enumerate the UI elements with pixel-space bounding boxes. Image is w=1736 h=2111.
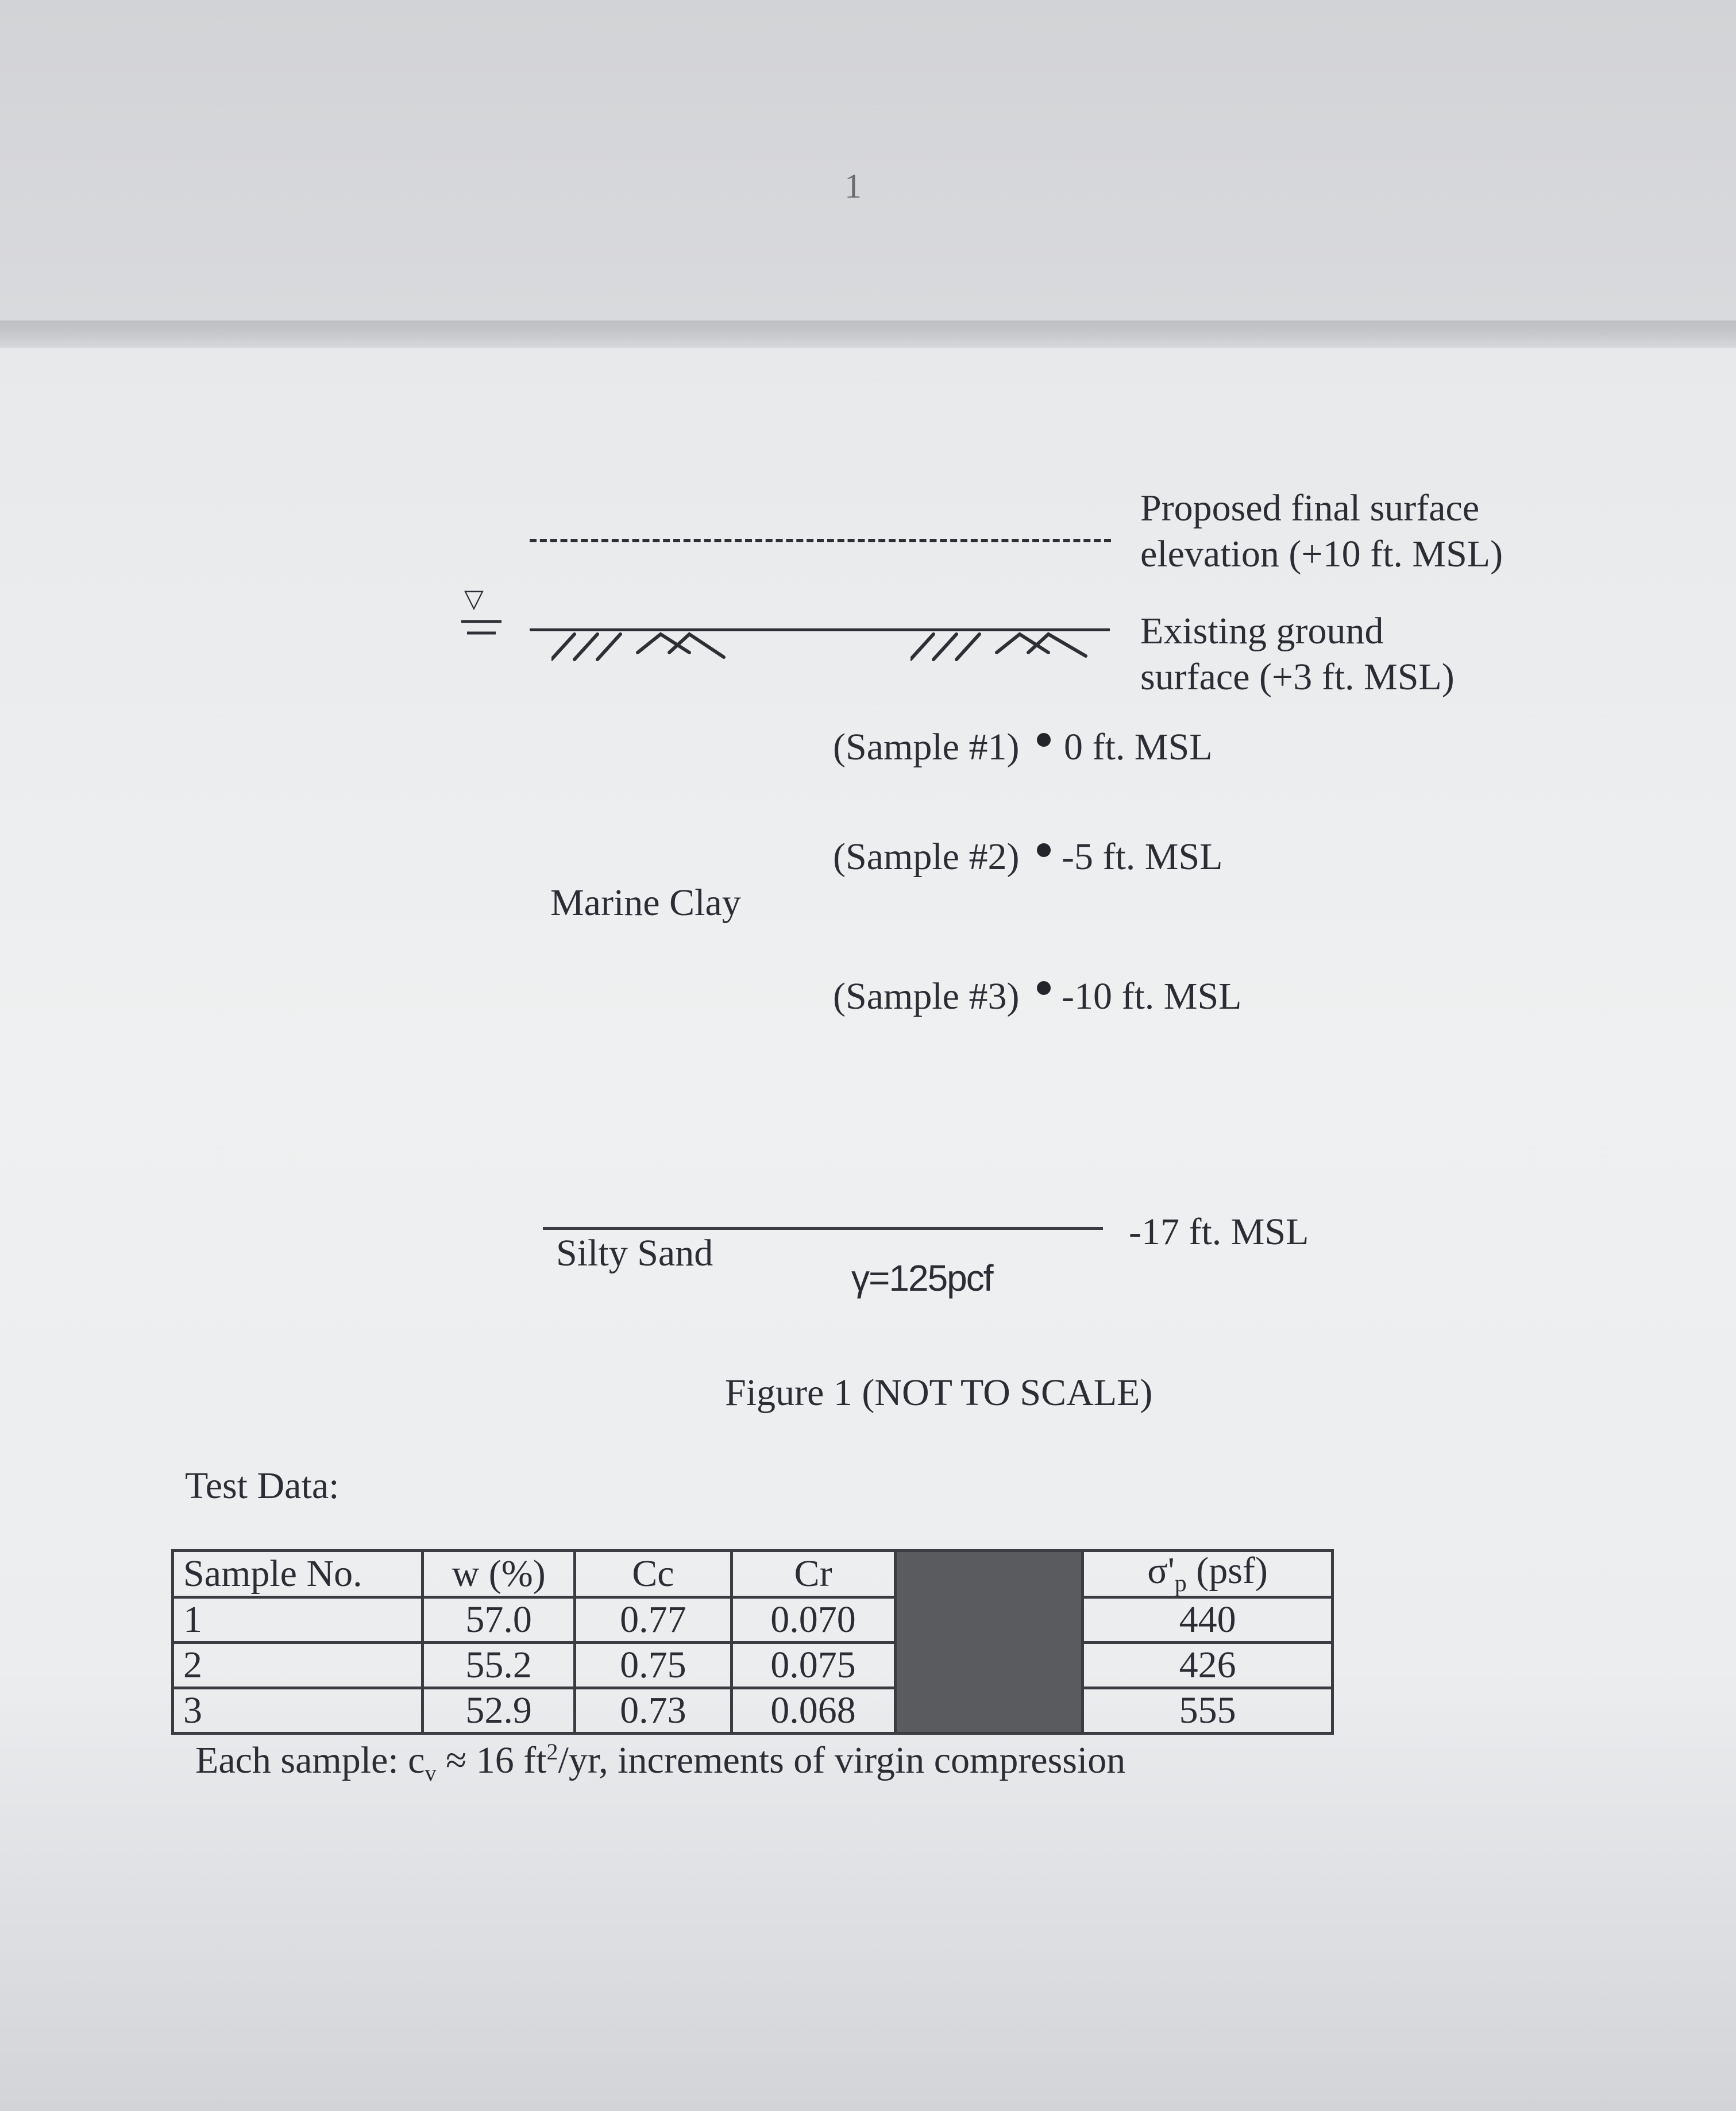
sample-1-elevation: 0 ft. MSL [1064,726,1213,768]
sample-3-label: (Sample #3) [833,975,1020,1017]
cell-sigma: 440 [1083,1597,1333,1643]
water-table-icon: ▽ [464,585,484,613]
test-data-heading: Test Data: [185,1465,340,1507]
note-subscript: v [425,1760,437,1786]
cell-cr: 0.075 [731,1643,895,1688]
sample-2-dot [1037,843,1051,857]
existing-ground-label-line1: Existing ground [1140,610,1384,652]
sigma-unit: (psf) [1186,1550,1268,1592]
marine-clay-label: Marine Clay [550,882,741,924]
sigma-symbol: σ' [1147,1550,1175,1592]
note-prefix: Each sample: c [195,1739,425,1781]
table-row [173,1597,1333,1643]
sample-3-dot [1037,981,1051,995]
previous-page-area [0,0,1736,322]
consolidation-note [195,1739,1125,1786]
sample-2-label: (Sample #2) [833,836,1020,878]
cell-cr: 0.070 [731,1597,895,1643]
cell-cc: 0.75 [575,1643,731,1688]
page-number: 1 [844,167,862,205]
proposed-surface-line [530,539,1111,542]
figure-caption: Figure 1 (NOT TO SCALE) [725,1372,1153,1414]
cell-sample: 3 [173,1688,423,1734]
note-superscript: 2 [546,1739,558,1765]
cell-sigma: 426 [1083,1643,1333,1688]
table-row [173,1643,1333,1688]
cell-cc: 0.77 [575,1597,731,1643]
ground-hatch-left [551,630,735,670]
ground-hatch-right [911,630,1100,670]
unit-weight-label: γ=125pcf [851,1257,993,1299]
clay-sand-boundary-line [543,1227,1103,1230]
header-sample-no: Sample No. [173,1551,423,1597]
cell-w: 55.2 [423,1643,575,1688]
cell-sample: 1 [173,1597,423,1643]
header-water-content: w (%) [423,1551,575,1597]
cell-sample: 2 [173,1643,423,1688]
silty-sand-label: Silty Sand [556,1232,713,1274]
sample-1-label: (Sample #1) [833,726,1020,768]
header-preconsolidation-pressure [1083,1551,1333,1597]
table-header-row [173,1551,1333,1597]
header-cc: Cc [575,1551,731,1597]
sample-1-dot [1037,733,1051,747]
test-data-table [171,1549,1334,1735]
redacted-column [895,1551,1083,1734]
sand-elevation-label: -17 ft. MSL [1129,1211,1309,1253]
sample-2-elevation: -5 ft. MSL [1062,836,1223,878]
cell-cc: 0.73 [575,1688,731,1734]
proposed-surface-label-line2: elevation (+10 ft. MSL) [1140,533,1503,575]
table-row [173,1688,1333,1734]
water-table-marks [457,616,508,662]
note-suffix: /yr, increments of virgin compression [558,1739,1126,1781]
existing-ground-label-line2: surface (+3 ft. MSL) [1140,656,1455,698]
sigma-subscript: p [1174,1570,1187,1597]
header-cr: Cr [731,1551,895,1597]
page-break [0,321,1736,348]
proposed-surface-label-line1: Proposed final surface [1140,487,1480,529]
sample-3-elevation: -10 ft. MSL [1062,975,1242,1017]
cell-sigma: 555 [1083,1688,1333,1734]
cell-cr: 0.068 [731,1688,895,1734]
cell-w: 57.0 [423,1597,575,1643]
note-middle: ≈ 16 ft [436,1739,547,1781]
cell-w: 52.9 [423,1688,575,1734]
